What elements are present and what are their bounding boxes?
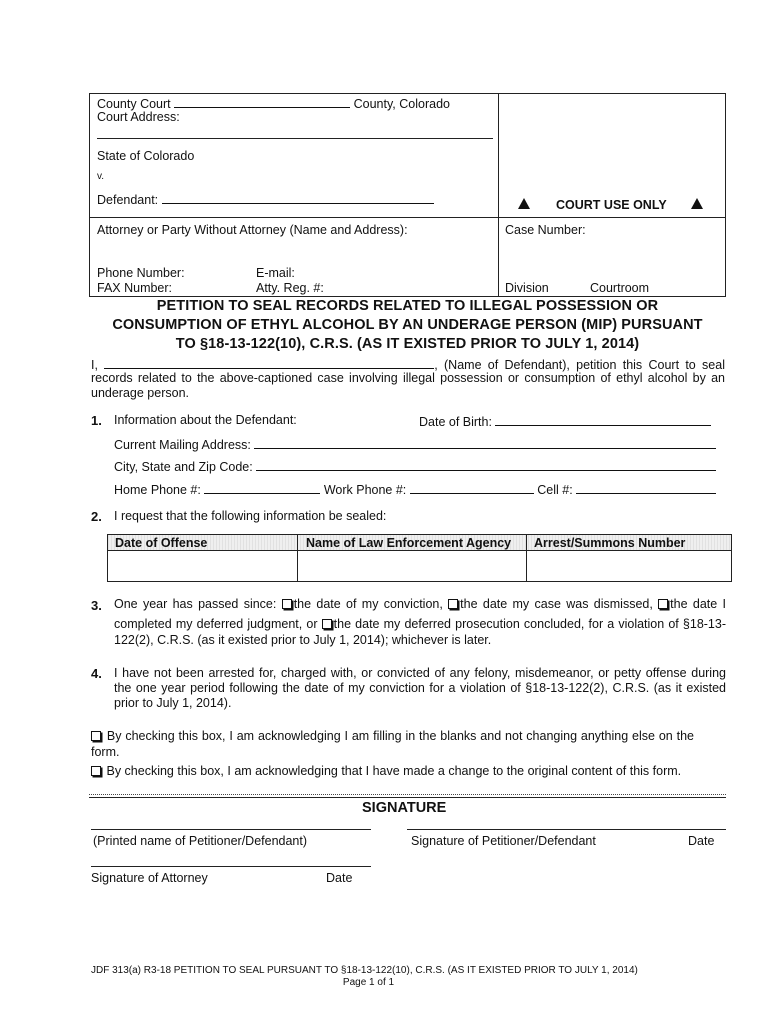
option-dismissed-label: the date my case was dismissed, [460, 597, 653, 611]
title-line-2: CONSUMPTION OF ETHYL ALCOHOL BY AN UNDERAGE PERSON (MIP) PURSUANT [112, 317, 703, 333]
section-4-number: 4. [91, 666, 102, 681]
option-conviction-label: the date of my conviction, [293, 597, 443, 611]
dob-field[interactable] [495, 413, 711, 426]
city-row [114, 458, 716, 474]
caption-divider-horizontal [89, 217, 725, 218]
county-court-label: County Court [97, 97, 171, 111]
option-deferred-judgment-label: the date I [670, 597, 726, 611]
intro-line-1 [91, 356, 725, 372]
email-label: E-mail: [256, 266, 295, 280]
option-deferred-prosecution-label: the date my deferred prosecution concluded, for a violation of §18-13- [333, 617, 726, 631]
work-phone-field[interactable] [410, 481, 534, 494]
caption-divider-vertical [498, 93, 499, 296]
ack-1-line-1 [91, 729, 694, 743]
section-1-number: 1. [91, 413, 102, 428]
intro-suffix: , (Name of Defendant), petition this Court to seal [434, 358, 725, 372]
dob-row [419, 413, 711, 429]
state-label: State of Colorado [97, 149, 195, 163]
printed-name-label: (Printed name of Petitioner/Defendant) [93, 834, 308, 848]
footer-form-id: JDF 313(a) R3-18 PETITION TO SEAL PURSUANT TO §18-13-122(10), C.R.S. (AS IT EXISTED PRIOR TO JULY 1, 2014) [91, 965, 638, 976]
title-line-3: TO §18-13-122(10), C.R.S. (AS IT EXISTED PRIOR TO JULY 1, 2014) [175, 336, 640, 352]
signature-divider [89, 794, 726, 798]
courtroom-label: Courtroom [590, 281, 650, 295]
defendant-label: Defendant: [97, 193, 159, 207]
defendant-row [97, 191, 434, 207]
case-number-label: Case Number: [505, 223, 586, 237]
petitioner-signature-label: Signature of Petitioner/Defendant [411, 834, 596, 848]
conviction-checkbox[interactable] [282, 599, 292, 609]
city-field[interactable] [256, 458, 716, 471]
court-use-only-label: COURT USE ONLY [556, 198, 667, 212]
page-title [60, 297, 755, 354]
city-label: City, State and Zip Code: [114, 460, 253, 474]
intro-line-3: underage person. [91, 386, 189, 400]
section-4-line-3: prior to July 1, 2014). [114, 696, 232, 710]
ack-changed-checkbox[interactable] [91, 766, 101, 776]
home-phone-field[interactable] [204, 481, 320, 494]
petitioner-date-label: Date [688, 834, 715, 848]
cell-arrest-number[interactable] [527, 551, 730, 580]
ack-2-text: By checking this box, I am acknowledging that I have made a change to the original content of this form. [106, 764, 682, 778]
col-header-date-of-offense: Date of Offense [115, 536, 208, 550]
mailing-row [114, 436, 716, 452]
section-3-line-2 [114, 617, 726, 631]
work-phone-label: Work Phone #: [323, 483, 407, 497]
mailing-label: Current Mailing Address: [114, 438, 251, 452]
ack-1-text: By checking this box, I am acknowledging I am filling in the blanks and not changing anything else on the [106, 729, 694, 743]
title-line-1: PETITION TO SEAL RECORDS RELATED TO ILLEGAL POSSESSION OR [156, 298, 659, 314]
attorney-label: Attorney or Party Without Attorney (Name and Address): [97, 223, 408, 237]
section-4-line-1: I have not been arrested for, charged with, or convicted of any felony, misdemeanor, or petty offense during [114, 666, 726, 680]
attorney-signature-line[interactable] [91, 866, 371, 867]
cell-agency[interactable] [298, 551, 526, 580]
ack-no-change-checkbox[interactable] [91, 731, 101, 741]
home-phone-label: Home Phone #: [114, 483, 201, 497]
county-name-field[interactable] [174, 95, 350, 108]
section-4-line-2: the one year period following the date of my conviction for a violation of §18-13-122(2), C.R.S. (as it existed [114, 681, 726, 695]
phone-label: Phone Number: [97, 266, 185, 280]
ack-1-line-2: form. [91, 745, 120, 759]
intro-line-2: records related to the above-captioned case involving illegal possession or consumption of ethyl alcohol by an [91, 371, 725, 385]
mailing-field[interactable] [254, 436, 716, 449]
triangle-right-icon [691, 198, 703, 212]
section-1-heading: Information about the Defendant: [114, 413, 297, 427]
footer-page-number: Page 1 of 1 [342, 977, 395, 988]
cell-date-of-offense[interactable] [108, 551, 297, 580]
phones-row [114, 481, 716, 497]
court-address-field[interactable] [97, 138, 493, 139]
attorney-signature-label: Signature of Attorney [91, 871, 208, 885]
dob-label: Date of Birth: [419, 415, 492, 429]
court-address-label: Court Address: [97, 110, 180, 124]
ack-2-row [91, 764, 681, 778]
fax-label: FAX Number: [97, 281, 173, 295]
section-2-text: I request that the following information be sealed: [114, 509, 387, 523]
versus-label: v. [97, 171, 105, 182]
triangle-left-icon [518, 198, 530, 212]
section-3-line-1 [114, 597, 726, 611]
dismissed-checkbox[interactable] [448, 599, 458, 609]
col-header-agency: Name of Law Enforcement Agency [306, 536, 512, 550]
cell-label: Cell #: [537, 483, 573, 497]
deferred-judgment-checkbox[interactable] [658, 599, 668, 609]
section-3-line-3: 122(2), C.R.S. (as it existed prior to July 1, 2014); whichever is later. [114, 633, 492, 647]
deferred-prosecution-checkbox[interactable] [322, 619, 332, 629]
defendant-name-field[interactable] [104, 356, 434, 369]
division-label: Division [505, 281, 549, 295]
section-2-number: 2. [91, 509, 102, 524]
defendant-field[interactable] [162, 191, 434, 204]
printed-name-line[interactable] [91, 829, 371, 830]
signature-heading: SIGNATURE [362, 800, 447, 816]
county-colorado-label: County, Colorado [353, 97, 450, 111]
section-3-number: 3. [91, 598, 102, 613]
option-deferred-judgment-cont: completed my deferred judgment, or [114, 617, 318, 631]
county-court-row [97, 95, 450, 111]
col-header-arrest-number: Arrest/Summons Number [534, 536, 686, 550]
cell-field[interactable] [576, 481, 716, 494]
atty-reg-label: Atty. Reg. #: [256, 281, 324, 295]
intro-prefix: I, [91, 358, 98, 372]
section-3-prefix: One year has passed since: [114, 597, 277, 611]
attorney-date-label: Date [326, 871, 353, 885]
petitioner-signature-line[interactable] [407, 829, 726, 830]
